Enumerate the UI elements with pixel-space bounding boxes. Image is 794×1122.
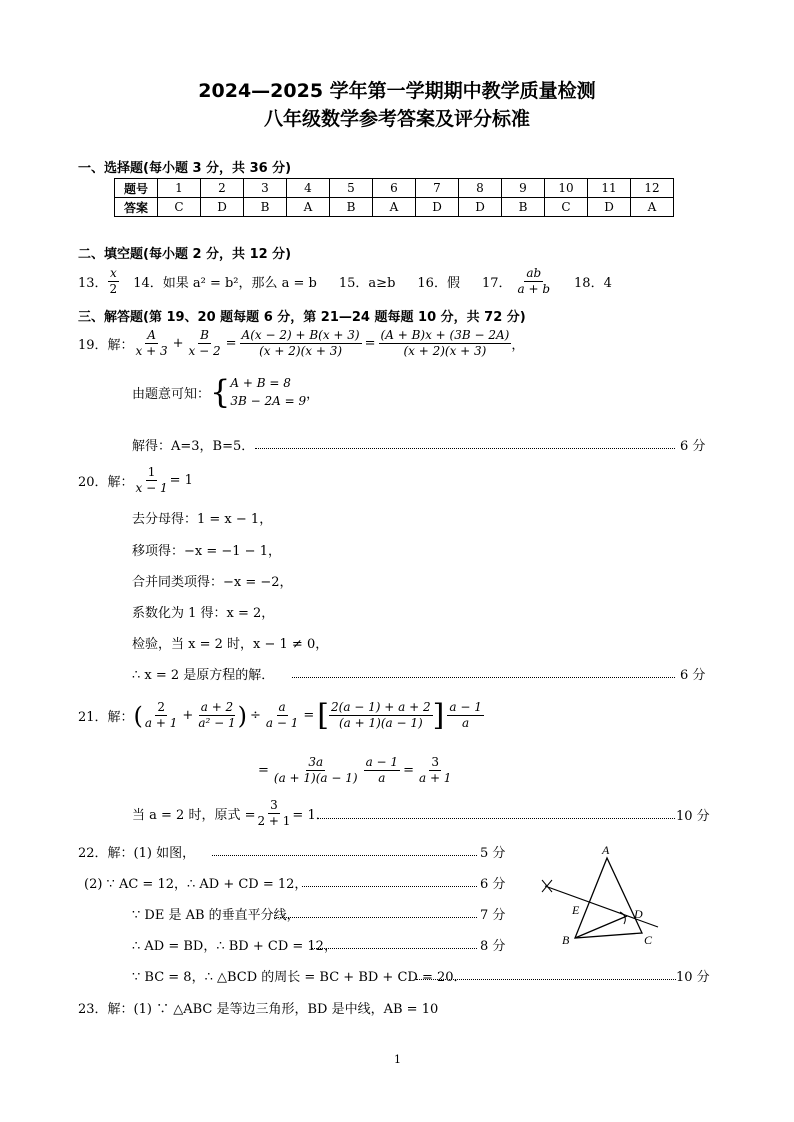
table-cell: 9 bbox=[502, 179, 545, 198]
operator: + bbox=[172, 336, 184, 351]
operator: = bbox=[225, 336, 237, 351]
fraction-denominator: a bbox=[378, 771, 386, 785]
dotted-leader bbox=[292, 677, 675, 678]
q13-label: 13． bbox=[78, 276, 108, 291]
fraction bbox=[379, 328, 512, 359]
q20-equation bbox=[78, 465, 193, 496]
score-label: 6 分 bbox=[480, 877, 506, 892]
table-header-cell: 答案 bbox=[115, 198, 158, 217]
dotted-leader bbox=[416, 979, 676, 980]
q20-conclusion: ∴ x = 2 是原方程的解． bbox=[132, 668, 275, 683]
system-equation: 3B − 2A = 9 bbox=[230, 394, 307, 408]
table-cell: 1 bbox=[158, 179, 201, 198]
operator: = bbox=[403, 763, 414, 778]
q15-answer: 15．a≥b bbox=[338, 276, 396, 291]
fraction bbox=[240, 328, 362, 359]
score-label: 5 分 bbox=[480, 846, 506, 861]
table-cell: D bbox=[201, 198, 244, 217]
substitution-text: 当 a = 2 时，原式 = bbox=[132, 808, 256, 823]
fraction-numerator: B bbox=[200, 328, 209, 342]
fraction-numerator: (A + B)x + (3B − 2A) bbox=[380, 328, 510, 342]
score-label: 8 分 bbox=[480, 939, 506, 954]
table-cell: 8 bbox=[459, 179, 502, 198]
table-cell: B bbox=[502, 198, 545, 217]
q19-conditions bbox=[132, 374, 319, 410]
fraction-numerator: 3a bbox=[308, 755, 324, 769]
dotted-leader bbox=[274, 917, 477, 918]
q13-fraction bbox=[108, 266, 120, 297]
q22-line-5: ∵ BC = 8，∴ △BCD 的周长 = BC + BD + CD = 20． bbox=[132, 970, 467, 985]
q17-fraction bbox=[516, 266, 553, 297]
paren: ( bbox=[133, 701, 143, 730]
punctuation: ， bbox=[511, 338, 525, 353]
operator: ÷ bbox=[249, 708, 261, 723]
q20-label: 20．解： bbox=[78, 475, 134, 490]
triangle-figure bbox=[530, 840, 680, 955]
score-label: 10 分 bbox=[676, 970, 710, 985]
fraction-denominator: a bbox=[462, 716, 470, 730]
fraction bbox=[364, 755, 400, 786]
operator: = bbox=[303, 708, 315, 723]
document-title: 2024—2025 学年第一学期期中教学质量检测 bbox=[198, 80, 596, 102]
dotted-leader bbox=[212, 855, 477, 856]
table-row bbox=[115, 198, 674, 217]
fraction-denominator: x − 2 bbox=[188, 344, 221, 358]
paren: ) bbox=[237, 701, 247, 730]
fraction bbox=[196, 700, 237, 731]
fraction bbox=[329, 700, 433, 731]
fraction bbox=[134, 465, 170, 496]
q20-step: 移项得：−x = −1 − 1， bbox=[132, 544, 281, 559]
fraction-denominator: 2 + 1 bbox=[257, 814, 291, 828]
q20-step: 去分母得：1 = x − 1， bbox=[132, 512, 273, 527]
fraction-numerator: a − 1 bbox=[365, 755, 399, 769]
table-row bbox=[115, 179, 674, 198]
q17-label: 17． bbox=[481, 276, 512, 291]
left-brace-icon: { bbox=[210, 373, 231, 411]
table-cell: D bbox=[588, 198, 631, 217]
table-cell: D bbox=[416, 198, 459, 217]
fraction bbox=[272, 755, 360, 786]
conditions-label: 由题意可知： bbox=[132, 386, 211, 402]
table-cell: 7 bbox=[416, 179, 459, 198]
fraction-denominator: (a + 1)(a − 1) bbox=[338, 716, 423, 730]
q16-answer: 16．假 bbox=[417, 276, 460, 291]
fraction bbox=[447, 700, 483, 731]
fraction-numerator: 3 bbox=[431, 755, 440, 769]
fraction-denominator: x − 1 bbox=[135, 481, 168, 495]
q22-line-2: (2) ∵ AC = 12，∴ AD + CD = 12， bbox=[84, 877, 308, 892]
dotted-leader bbox=[312, 948, 477, 949]
section-2-heading: 二、填空题(每小题 2 分，共 12 分) bbox=[78, 247, 292, 262]
equation-rhs: = 1 bbox=[169, 473, 193, 488]
q19-equation bbox=[78, 328, 524, 359]
system-equation: A + B = 8 bbox=[230, 376, 291, 390]
q20-step: 合并同类项得：−x = −2， bbox=[132, 575, 293, 590]
operator: = bbox=[364, 336, 376, 351]
answer-table bbox=[114, 178, 674, 217]
fraction-numerator: a bbox=[278, 700, 286, 714]
q21-label: 21．解： bbox=[78, 710, 134, 725]
fraction-denominator: a + 1 bbox=[144, 716, 178, 730]
fraction-numerator: 3 bbox=[270, 798, 278, 812]
table-cell: 11 bbox=[588, 179, 631, 198]
table-cell: A bbox=[287, 198, 330, 217]
table-cell: A bbox=[373, 198, 416, 217]
table-cell: 10 bbox=[545, 179, 588, 198]
q21-substitution bbox=[132, 798, 329, 829]
fraction-denominator: a + 1 bbox=[418, 771, 452, 785]
table-cell: 6 bbox=[373, 179, 416, 198]
fraction-numerator: ab bbox=[526, 266, 542, 280]
dotted-leader bbox=[318, 818, 675, 819]
section-3-heading: 三、解答题(第 19、20 题每题 6 分，第 21—24 题每题 10 分，共 72 分) bbox=[78, 310, 526, 325]
fraction-denominator: (x + 2)(x + 3) bbox=[403, 344, 487, 358]
point-label-e: E bbox=[572, 903, 580, 917]
fraction-numerator: a + 2 bbox=[200, 700, 234, 714]
point-label-d: D bbox=[634, 907, 643, 921]
table-cell: A bbox=[631, 198, 674, 217]
q21-equation-2 bbox=[258, 755, 453, 786]
fraction bbox=[264, 700, 300, 731]
fraction-numerator: a − 1 bbox=[449, 700, 482, 714]
q18-answer: 18．4 bbox=[574, 276, 612, 291]
q22-line-4: ∴ AD = BD，∴ BD + CD = 12， bbox=[132, 939, 337, 954]
table-cell: B bbox=[244, 198, 287, 217]
fraction-numerator: 2(a − 1) + a + 2 bbox=[331, 700, 431, 714]
punctuation: ， bbox=[306, 386, 320, 402]
score-label: 6 分 bbox=[680, 668, 706, 683]
fraction-denominator: x + 3 bbox=[135, 344, 168, 358]
section-1-heading: 一、选择题(每小题 3 分，共 36 分) bbox=[78, 161, 292, 176]
page-number: 1 bbox=[394, 1053, 401, 1066]
q19-solution: 解得：A=3，B=5． bbox=[132, 439, 255, 454]
bracket: [ bbox=[317, 698, 329, 733]
fraction-numerator: A bbox=[147, 328, 156, 342]
score-label: 6 分 bbox=[680, 439, 706, 454]
q20-step: 系数化为 1 得：x = 2， bbox=[132, 606, 275, 621]
dotted-leader bbox=[302, 886, 477, 887]
operator: + bbox=[182, 708, 194, 723]
fraction bbox=[187, 328, 223, 359]
fraction-denominator: a² − 1 bbox=[198, 716, 236, 730]
fraction-numerator: x bbox=[109, 266, 117, 280]
table-header-cell: 题号 bbox=[115, 179, 158, 198]
fraction-denominator: a + b bbox=[517, 282, 551, 296]
fraction-numerator: 2 bbox=[157, 700, 165, 714]
fill-answers-row bbox=[78, 266, 612, 297]
q19-label: 19．解： bbox=[78, 338, 134, 353]
substitution-result: = 1． bbox=[292, 808, 329, 823]
table-cell: 2 bbox=[201, 179, 244, 198]
bracket: ] bbox=[432, 698, 445, 733]
fraction-denominator: a − 1 bbox=[265, 716, 299, 730]
fraction bbox=[255, 798, 292, 829]
arc-mark-icon bbox=[542, 880, 552, 892]
q14-answer: 14．如果 a² = b²，那么 a = b bbox=[133, 276, 317, 291]
triangle-abc bbox=[575, 858, 642, 938]
fraction-numerator: 1 bbox=[147, 465, 156, 479]
fraction-denominator: 2 bbox=[109, 282, 118, 296]
fraction bbox=[143, 700, 179, 731]
fraction-denominator: (a + 1)(a − 1) bbox=[273, 771, 358, 785]
fraction bbox=[417, 755, 453, 786]
table-cell: D bbox=[459, 198, 502, 217]
fraction-denominator: (x + 2)(x + 3) bbox=[259, 344, 343, 358]
vertex-label-a: A bbox=[602, 843, 610, 857]
table-cell: B bbox=[330, 198, 373, 217]
fraction-numerator: A(x − 2) + B(x + 3) bbox=[241, 328, 360, 342]
table-cell: 3 bbox=[244, 179, 287, 198]
operator: = bbox=[258, 763, 269, 778]
fraction bbox=[134, 328, 170, 359]
table-cell: 4 bbox=[287, 179, 330, 198]
q21-equation bbox=[78, 698, 484, 733]
q20-step: 检验，当 x = 2 时，x − 1 ≠ 0， bbox=[132, 637, 329, 652]
table-cell: 5 bbox=[330, 179, 373, 198]
document-subtitle: 八年级数学参考答案及评分标准 bbox=[263, 108, 530, 130]
table-cell: C bbox=[158, 198, 201, 217]
score-label: 7 分 bbox=[480, 908, 506, 923]
q23-line-1: 23．解：(1) ∵ △ABC 是等边三角形，BD 是中线，AB = 10 bbox=[78, 1002, 439, 1017]
table-cell: 12 bbox=[631, 179, 674, 198]
q22-line-3: ∵ DE 是 AB 的垂直平分线， bbox=[132, 908, 300, 923]
q22-line-1: 22．解：(1) 如图， bbox=[78, 846, 196, 861]
table-cell: C bbox=[545, 198, 588, 217]
score-label: 10 分 bbox=[676, 809, 710, 824]
dotted-leader bbox=[255, 448, 675, 449]
equation-system bbox=[230, 374, 306, 410]
vertex-label-b: B bbox=[562, 933, 570, 947]
vertex-label-c: C bbox=[644, 933, 653, 947]
